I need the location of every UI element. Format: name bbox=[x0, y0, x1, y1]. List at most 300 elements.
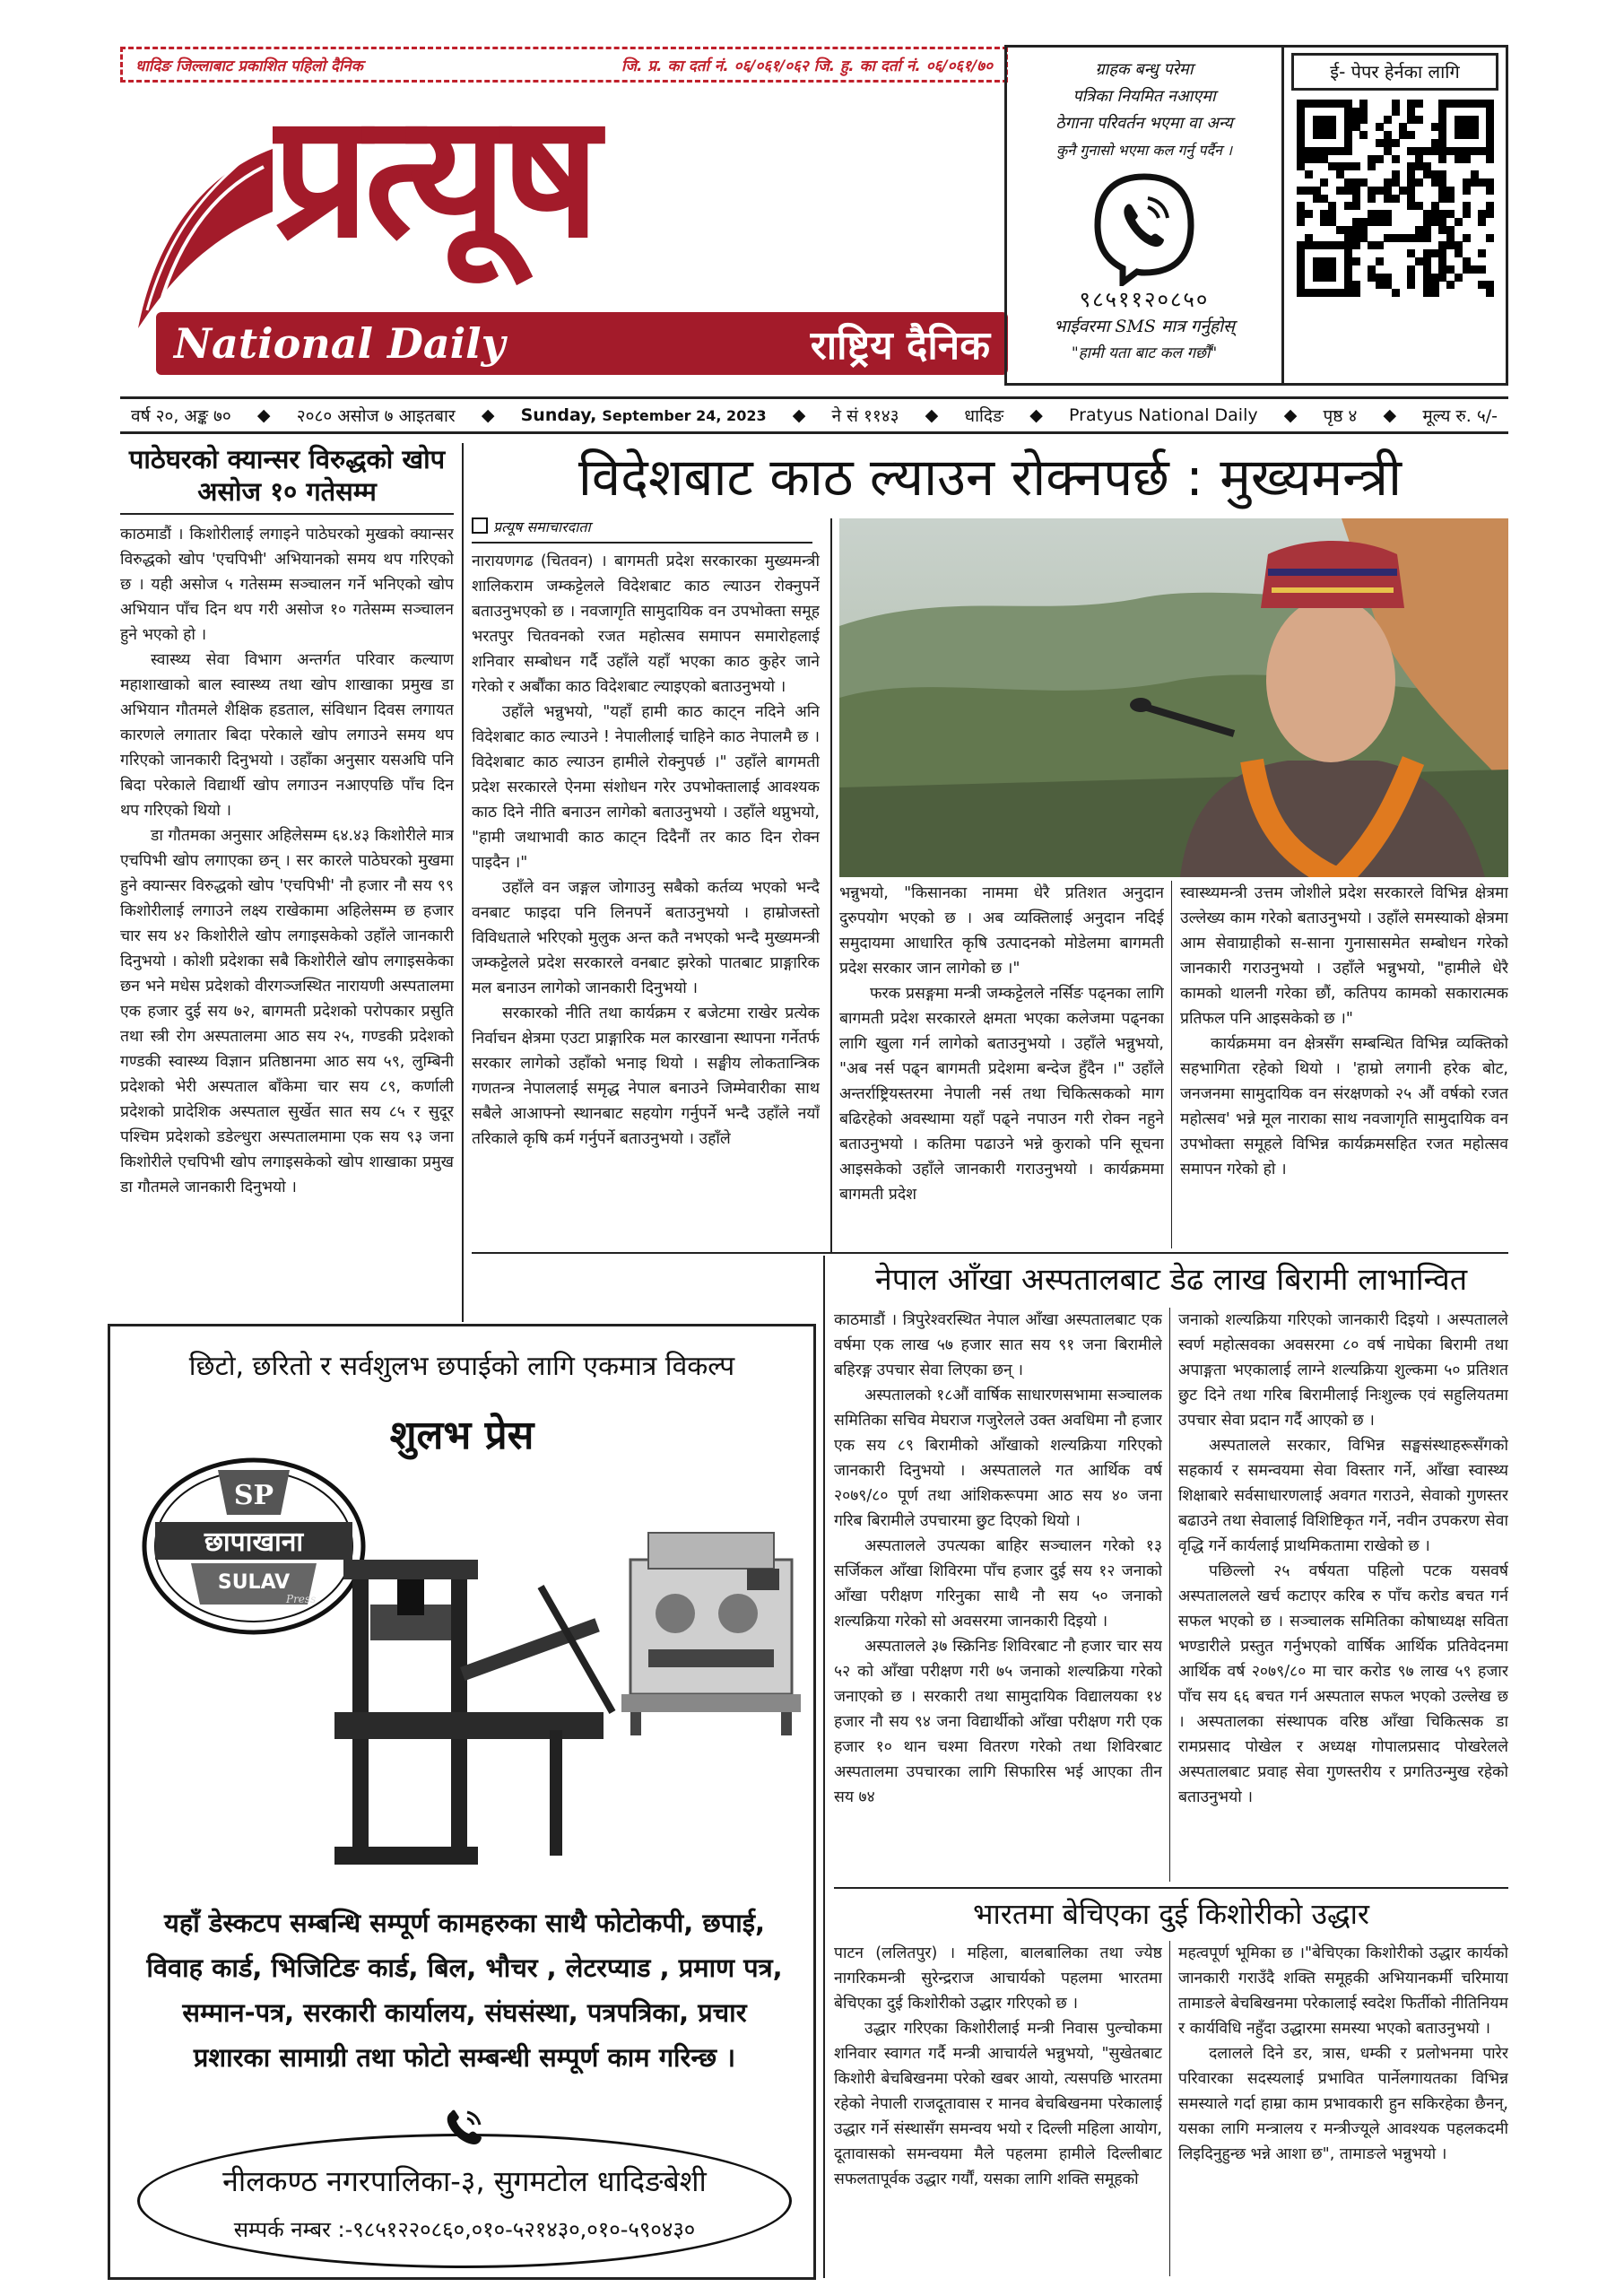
qr-module bbox=[1305, 241, 1313, 249]
qr-module bbox=[1320, 100, 1328, 108]
lead-para-1: नारायणगढ (चितवन) । बागमती प्रदेश सरकारका मुख्यमन्त्री शालिकराम जम्कट्टेलले विदेशबाट काठ ल्याउन रोक्नुपर्ने बताउनुभएको छ । नवजागृति सामुदायिक वन उपभोक्ता समूह भरतपुर चितवनको रजत महोत्सव समापन समारोहलाई शनिवार सम्बोधन गर्दै उहाँले यहाँ भएका काठ कुहेर जाने गरेको र अर्बौंका काठ विदेशबाट ल्याइएको बताउनुभयो । bbox=[472, 552, 820, 696]
lead-para-8: कार्यक्रममा वन क्षेत्रसँग सम्बन्धित विभिन्न व्यक्तिको सहभागिता रहेको थियो । 'हाम्रो लगानी हरेक बोट, जनजनमा सामुदायिक वन संरक्षणको २५ औं वर्षको रजत महोत्सव' भन्ने मूल नाराका साथ नवजागृति सामुदायिक वन उपभोक्ता समूहले विभिन्न कार्यक्रमसहित रजत महोत्सव समापन गरेको हो । bbox=[1180, 1035, 1508, 1178]
qr-module bbox=[1352, 234, 1360, 242]
qr-module bbox=[1320, 178, 1328, 187]
sms-quote: "हामी यता बाट कल गर्छौं" bbox=[1071, 344, 1218, 362]
qr-module bbox=[1423, 210, 1431, 218]
lead-divider bbox=[830, 518, 832, 1254]
qr-module bbox=[1438, 265, 1446, 274]
qr-module bbox=[1344, 241, 1352, 249]
eye-col-2 bbox=[1178, 1308, 1508, 1882]
qr-module bbox=[1313, 265, 1321, 274]
qr-module bbox=[1463, 116, 1471, 124]
qr-module bbox=[1352, 195, 1360, 203]
chief-minister-photo bbox=[839, 518, 1508, 877]
qr-module bbox=[1455, 116, 1463, 124]
offset-press-image bbox=[612, 1506, 810, 1739]
qr-module bbox=[1438, 187, 1446, 195]
qr-module bbox=[1368, 241, 1376, 249]
india-headline: भारतमा बेचिएका दुई किशोरीको उद्धार bbox=[972, 1897, 1369, 1931]
registration-left: धादिङ जिल्लाबाट प्रकाशित पहिलो दैनिक bbox=[135, 57, 363, 75]
qr-module bbox=[1328, 241, 1336, 249]
qr-module bbox=[1446, 100, 1455, 108]
qr-module bbox=[1455, 155, 1463, 163]
qr-module bbox=[1423, 226, 1431, 234]
qr-module bbox=[1415, 116, 1423, 124]
qr-module bbox=[1478, 249, 1486, 257]
qr-module bbox=[1336, 162, 1344, 170]
qr-module bbox=[1313, 131, 1321, 139]
qr-module bbox=[1431, 249, 1439, 257]
lead-para-2: उहाँले भन्नुभयो, "यहाँ हामी काठ काट्न नदिने अनि विदेशबाट काठ ल्याउने ! नेपालीलाई चाहिने काठ नेपालमै छ । विदेशबाट काठ ल्याउन हामीले रोक्नुपर्छ ।" उहाँले बागमती प्रदेश सरकारले ऐनमा संशोधन गरेर उपभोक्तालाई आवश्यक काठ दिने नीति बनाउन लागेको बताउनुभयो । उहाँले थप्नुभयो, "हामी जथाभावी काठ काट्न दिदैनौं तर काठ दिन रोक्न पाइदैन ।" bbox=[472, 703, 820, 872]
qr-module bbox=[1344, 100, 1352, 108]
qr-module bbox=[1407, 170, 1415, 178]
qr-module bbox=[1328, 202, 1336, 210]
vaccine-body bbox=[120, 522, 454, 1329]
qr-module bbox=[1407, 100, 1415, 108]
qr-module bbox=[1320, 147, 1328, 155]
qr-module bbox=[1313, 116, 1321, 124]
qr-module bbox=[1415, 234, 1423, 242]
qr-module bbox=[1328, 162, 1336, 170]
qr-module bbox=[1320, 116, 1328, 124]
qr-module bbox=[1392, 289, 1400, 297]
qr-module bbox=[1463, 265, 1471, 274]
qr-module bbox=[1486, 147, 1494, 155]
qr-module bbox=[1486, 281, 1494, 289]
qr-module bbox=[1455, 123, 1463, 131]
qr-module bbox=[1297, 123, 1305, 131]
qr-module bbox=[1438, 210, 1446, 218]
india-para-3: महत्वपूर्ण भूमिका छ ।"बेचिएका किशोरीको उद्धार कार्यको जानकारी गराउँदै शक्ति समूहकी अभियानकर्मी चरिमाया तामाङले बेचबिखनमा परेकालाई स्वदेश फिर्तीको नीतिनियम र कार्यविधि नहुँदा उद्धारमा समस्या भएको बताउनुभयो । bbox=[1178, 1944, 1508, 2038]
qr-module bbox=[1438, 155, 1446, 163]
qr-module bbox=[1328, 100, 1336, 108]
qr-module bbox=[1471, 131, 1479, 139]
qr-module bbox=[1446, 241, 1455, 249]
qr-module bbox=[1359, 116, 1368, 124]
qr-module bbox=[1352, 123, 1360, 131]
qr-module bbox=[1471, 147, 1479, 155]
qr-module bbox=[1320, 210, 1328, 218]
india-para-4: दलालले दिने डर, त्रास, धम्की र प्रलोभनमा पारेर परिवारका सदस्यलाई प्रभावित पार्नेलगायतका विभिन्न समस्याले गर्दा हाम्रा काम प्रभावकारी हुन सकिरहेका छैनन्, यसका लागि मन्त्रालय र मन्त्रीज्यूले आवश्यक पहलकदमी लिइदिनुहुन्छ भन्ने आशा छ", तामाङले भन्नुभयो । bbox=[1178, 2045, 1508, 2163]
ad-name: शुलभ प्रेस bbox=[389, 1413, 534, 1458]
qr-module bbox=[1407, 281, 1415, 289]
qr-module bbox=[1320, 195, 1328, 203]
qr-module bbox=[1297, 257, 1305, 265]
qr-module bbox=[1431, 210, 1439, 218]
qr-module bbox=[1446, 187, 1455, 195]
qr-module bbox=[1438, 226, 1446, 234]
qr-module bbox=[1328, 116, 1336, 124]
qr-module bbox=[1384, 131, 1392, 139]
qr-module bbox=[1313, 257, 1321, 265]
qr-module bbox=[1438, 170, 1446, 178]
india-col-1 bbox=[834, 1941, 1162, 2276]
qr-module bbox=[1399, 187, 1407, 195]
article-eye bbox=[834, 1256, 1508, 1883]
lead-para-6: फरक प्रसङ्गमा मन्त्री जम्कट्टेलले नर्सिङ पढ्नका लागि बागमती प्रदेश सरकारले क्षमता भएका कलेजमा पढ्नका लागि खुला गर्न लागेको बताउनुभयो । उहाँले भन्नुभयो, "अब नर्स पढ्न बागमती प्रदेशमा बन्देज हुँदैन ।" उहाँले अन्तर्राष्ट्रियस्तरमा नेपाली नर्स तथा चिकित्सकको माग बढिरहेको अवस्थामा यहाँ पढ्ने नपाउन गरी रोक्न नहुने बताउनुभयो । कतिमा पढाउने भन्ने कुराको पनि सूचना आइसकेको उहाँले जानकारी गराउनुभयो । कार्यक्रममा बागमती प्रदेश bbox=[839, 985, 1164, 1204]
qr-module bbox=[1455, 274, 1463, 282]
qr-module bbox=[1376, 281, 1384, 289]
qr-module bbox=[1392, 155, 1400, 163]
eye-para-7: पछिल्लो २५ वर्षयता पहिलो पटक यसवर्ष अस्पताललले खर्च कटाएर करिब रु पाँच करोड बचत गर्न सफल भएको छ । सञ्चालक समितिका कोषाध्यक्ष सविता भण्डारीले प्रस्तुत गर्नुभएको वार्षिक आर्थिक प्रतिवेदनमा आर्थिक वर्ष २०७९/८० मा चार करोड ९७ लाख ५९ हजार पाँच सय ६६ बचत गर्न अस्पताल सफल भएको उल्लेख छ । अस्पतालका संस्थापक वरिष्ठ आँखा चिकित्सक डा रामप्रसाद पोखेल र अध्यक्ष गोपालप्रसाद पोखरेलले अस्पतालबाट प्रवाह सेवा गुणस्तरीय र प्रगतिउन्मुख रहेको बताउनुभयो । bbox=[1178, 1562, 1508, 1806]
qr-module bbox=[1455, 241, 1463, 249]
qr-module bbox=[1471, 178, 1479, 187]
qr-module bbox=[1392, 178, 1400, 187]
qr-module bbox=[1320, 257, 1328, 265]
qr-module bbox=[1455, 131, 1463, 139]
qr-module bbox=[1313, 147, 1321, 155]
lead-divider-2 bbox=[1171, 881, 1172, 1248]
qr-module bbox=[1297, 155, 1305, 163]
qr-module bbox=[1446, 226, 1455, 234]
qr-module bbox=[1359, 131, 1368, 139]
qr-module bbox=[1297, 241, 1305, 249]
qr-module bbox=[1384, 139, 1392, 147]
qr-module bbox=[1384, 234, 1392, 242]
qr-module bbox=[1478, 265, 1486, 274]
ad-column-divider bbox=[823, 1256, 825, 2278]
qr-module bbox=[1415, 226, 1423, 234]
qr-module bbox=[1359, 218, 1368, 226]
qr-module bbox=[1431, 170, 1439, 178]
eye-para-3: अस्पतालले उपत्यका बाहिर सञ्चालन गरेको १३ सर्जिकल आँखा शिविरमा पाँच हजार दुई सय १२ जनाको आँखा परीक्षण गरिनुका साथै नौ सय ५० जनाको शल्यक्रिया गरेको सो अवसरमा जानकारी दिइयो । bbox=[834, 1537, 1162, 1631]
byline: प्रत्यूष समाचारदाता bbox=[472, 517, 812, 544]
qr-module bbox=[1486, 234, 1494, 242]
qr-module bbox=[1471, 123, 1479, 131]
qr-module bbox=[1320, 274, 1328, 282]
qr-module bbox=[1478, 218, 1486, 226]
vaccine-para-1: काठमाडौं । किशोरीलाई लगाइने पाठेघरको मुखको क्यान्सर विरुद्धको खोप 'एचपिभी' अभियानको समय थप गरिएको छ । यही असोज ५ गतेसम्म सञ्चालन गर्ने भनिएको खोप अभियान पाँच दिन थप गरी असोज १० गतेसम्म सञ्चालन हुने भएको हो । bbox=[120, 526, 454, 644]
qr-module bbox=[1438, 123, 1446, 131]
qr-module bbox=[1463, 100, 1471, 108]
qr-module bbox=[1384, 178, 1392, 187]
india-para-1: पाटन (ललितपुर) । महिला, बालबालिका तथा ज्येष्ठ नागरिकमन्त्री सुरेन्द्रराज आचार्यको पहलमा भारतमा बेचिएका दुई किशोरीको उद्धार गरिएको छ । bbox=[834, 1944, 1162, 2013]
qr-module bbox=[1431, 218, 1439, 226]
qr-module bbox=[1297, 116, 1305, 124]
qr-module bbox=[1376, 241, 1384, 249]
qr-module bbox=[1344, 131, 1352, 139]
masthead-logo bbox=[120, 86, 1008, 384]
qr-module bbox=[1359, 108, 1368, 116]
dateline-place: धादिङ bbox=[964, 406, 1004, 426]
dateline-paper-name: Pratyus National Daily bbox=[1069, 405, 1258, 425]
qr-module bbox=[1352, 108, 1360, 116]
qr-module bbox=[1297, 274, 1305, 282]
qr-module bbox=[1463, 210, 1471, 218]
qr-module bbox=[1328, 289, 1336, 297]
qr-module bbox=[1415, 178, 1423, 187]
qr-module bbox=[1305, 147, 1313, 155]
qr-module bbox=[1423, 234, 1431, 242]
qr-module bbox=[1313, 155, 1321, 163]
qr-module bbox=[1368, 162, 1376, 170]
qr-module bbox=[1486, 131, 1494, 139]
qr-module bbox=[1423, 218, 1431, 226]
qr-module bbox=[1336, 100, 1344, 108]
qr-module bbox=[1297, 147, 1305, 155]
qr-module bbox=[1455, 218, 1463, 226]
qr-module bbox=[1376, 155, 1384, 163]
qr-module bbox=[1352, 202, 1360, 210]
dateline-page: पृष्ठ ४ bbox=[1323, 406, 1358, 426]
qr-module bbox=[1344, 139, 1352, 147]
qr-module bbox=[1305, 100, 1313, 108]
qr-module bbox=[1352, 178, 1360, 187]
sms-line-4: कुनै गुनासो भएमा कल गर्नु पर्दैन । bbox=[1055, 142, 1233, 159]
qr-module bbox=[1438, 131, 1446, 139]
qr-module bbox=[1328, 257, 1336, 265]
logo-nepali: छापाखाना bbox=[204, 1526, 304, 1558]
eye-para-2: अस्पतालको १८औं वार्षिक साधारणसभामा सञ्चालक समितिका सचिव मेघराज गजुरेलले उक्त अवधिमा नौ हजार एक सय ८९ बिरामीको आँखाको शल्यक्रिया गरिएको जानकारी दिनुभयो । अस्पतालले गत आर्थिक वर्ष २०७९/८० पूर्ण तथा आंशिकरूपमा आठ सय ४० जना गरिब बिरामीले उपचारमा छुट दिएको थियो । bbox=[834, 1387, 1162, 1530]
qr-module bbox=[1297, 100, 1305, 108]
qr-module bbox=[1399, 234, 1407, 242]
qr-module bbox=[1446, 281, 1455, 289]
qr-module bbox=[1305, 170, 1313, 178]
epaper-label: ई- पेपर हेर्नका लागि bbox=[1291, 53, 1498, 91]
qr-module bbox=[1368, 274, 1376, 282]
vaccine-para-3: डा गौतमका अनुसार अहिलेसम्म ६४.४३ किशोरीले मात्र एचपिभी खोप लगाएका छन् । सर कारले पाठेघरको मुखमा हुने क्यान्सर विरुद्धको खोप 'एचपिभी' नौ हजार नौ सय ९९ किशोरीलाई लगाउने लक्ष्य राखेकामा अहिलेसम्म छ हजार चार सय ४२ किशोरीले खोप लगाइसकेको उहाँले जानकारी दिनुभयो । कोशी प्रदेशका सबै किशोरीले खोप लगाइसकेका छन भने मधेस प्रदेशको वीरगञ्जस्थित नारायणी अस्पतालमा एक हजार दुई सय ७२, बागमती प्रदेशको परोपकार प्रसुति तथा स्त्री रोग अस्पतालमा आठ सय २५, गण्डकी प्रदेशको गण्डकी स्वास्थ्य विज्ञान प्रतिष्ठानमा आठ सय ५९, लुम्बिनी प्रदेशको भेरी अस्पताल बाँकेमा चार सय ८९, कर्णाली प्रदेशको प्रादेशिक अस्पताल सुर्खेत सात सय ८५ र सुदूर पश्चिम प्रदेशको डडेल्धुरा अस्पतालमामा एक सय ९३ जना किशोरीले एचपिभी खोप लगाइसकेको खोप शाखाका प्रमुख डा गौतमले जानकारी दिनुभयो । bbox=[120, 827, 454, 1196]
qr-module bbox=[1399, 123, 1407, 131]
qr-module bbox=[1463, 131, 1471, 139]
qr-module bbox=[1376, 123, 1384, 131]
qr-module bbox=[1446, 147, 1455, 155]
qr-module bbox=[1407, 249, 1415, 257]
qr-module bbox=[1384, 281, 1392, 289]
qr-module bbox=[1352, 241, 1360, 249]
qr-module bbox=[1486, 155, 1494, 163]
lead-para-3: उहाँले वन जङ्गल जोगाउनु सबैको कर्तव्य भएको भन्दै वनबाट फाइदा पनि लिनपर्ने बताउनुभयो । हाम्रोजस्तो विविधताले भरिएको मुलुक अन्त कतै नभएको भन्दै मुख्यमन्त्री जम्कट्टेलले प्रदेश सरकारले वनबाट झरेको पातबाट प्राङ्गारिक मल बनाउन लागेको जानकारी दिनुभयो । bbox=[472, 879, 820, 997]
qr-module bbox=[1478, 178, 1486, 187]
qr-module bbox=[1297, 131, 1305, 139]
subscriber-sms-box bbox=[1004, 45, 1284, 386]
qr-module bbox=[1392, 108, 1400, 116]
qr-module bbox=[1407, 195, 1415, 203]
qr-module bbox=[1368, 265, 1376, 274]
qr-module bbox=[1344, 108, 1352, 116]
qr-module bbox=[1352, 281, 1360, 289]
qr-module bbox=[1423, 249, 1431, 257]
lead-col-1 bbox=[472, 549, 820, 1248]
dateline-price: मूल्य रु. ५/- bbox=[1422, 406, 1498, 426]
qr-module bbox=[1352, 162, 1360, 170]
article-lead bbox=[472, 443, 1508, 1250]
qr-module bbox=[1384, 274, 1392, 282]
qr-module bbox=[1463, 202, 1471, 210]
qr-module bbox=[1297, 218, 1305, 226]
eye-para-1: काठमाडौं । त्रिपुरेश्वरस्थित नेपाल आँखा अस्पतालबाट एक वर्षमा एक लाख ५७ हजार सात सय ९१ जना बिरामीले बहिरङ्ग उपचार सेवा लिएका छन् । bbox=[834, 1311, 1162, 1379]
qr-module bbox=[1313, 274, 1321, 282]
qr-module bbox=[1486, 139, 1494, 147]
qr-module bbox=[1344, 289, 1352, 297]
lead-col-3 bbox=[1180, 881, 1508, 1248]
qr-module bbox=[1320, 218, 1328, 226]
dateline-nepali-date: २०८० असोज ७ आइतबार bbox=[296, 406, 456, 426]
qr-module bbox=[1384, 218, 1392, 226]
logo-nepali: राष्ट्रिय दैनिक bbox=[810, 323, 990, 369]
logo-english: National Daily bbox=[174, 319, 506, 368]
qr-module bbox=[1328, 274, 1336, 282]
registration-banner bbox=[120, 47, 1008, 83]
qr-module bbox=[1486, 100, 1494, 108]
qr-module bbox=[1320, 241, 1328, 249]
qr-module bbox=[1431, 202, 1439, 210]
qr-module bbox=[1431, 178, 1439, 187]
qr-module bbox=[1431, 147, 1439, 155]
qr-module bbox=[1305, 289, 1313, 297]
qr-module bbox=[1423, 147, 1431, 155]
qr-module bbox=[1336, 289, 1344, 297]
qr-module bbox=[1392, 100, 1400, 108]
qr-module bbox=[1423, 289, 1431, 297]
dateline-year: वर्ष २०, अङ्क ७० bbox=[131, 406, 231, 426]
qr-module bbox=[1368, 155, 1376, 163]
qr-module bbox=[1297, 108, 1305, 116]
qr-module bbox=[1344, 162, 1352, 170]
logo-initials: SP bbox=[233, 1480, 274, 1511]
qr-module bbox=[1336, 170, 1344, 178]
logo-wordmark: प्रत्यूष bbox=[273, 91, 595, 275]
ad-contact: सम्पर्क नम्बर :-९८५१२२०८६०,०१०-५२१४३०,०१०-५९०४३० bbox=[233, 2217, 696, 2242]
qr-module bbox=[1344, 116, 1352, 124]
qr-module bbox=[1446, 234, 1455, 242]
qr-module bbox=[1486, 116, 1494, 124]
registration-right: जि. प्र. का दर्ता नं. ०६/०६१/०६२ जि. हु. का दर्ता नं. ०६/०६१/७० bbox=[621, 57, 993, 75]
qr-module bbox=[1407, 178, 1415, 187]
qr-module bbox=[1313, 187, 1321, 195]
qr-module bbox=[1407, 162, 1415, 170]
qr-module bbox=[1455, 249, 1463, 257]
qr-module bbox=[1392, 139, 1400, 147]
qr-module bbox=[1384, 210, 1392, 218]
qr-module bbox=[1463, 147, 1471, 155]
section-divider bbox=[472, 1252, 1508, 1254]
qr-module bbox=[1407, 131, 1415, 139]
qr-module bbox=[1431, 123, 1439, 131]
ad-tagline: छिटो, छरितो र सर्वशुलभ छपाईको लागि एकमात्र विकल्प bbox=[188, 1351, 735, 1382]
qr-module bbox=[1438, 100, 1446, 108]
qr-module bbox=[1486, 187, 1494, 195]
qr-module bbox=[1344, 265, 1352, 274]
qr-module bbox=[1392, 234, 1400, 242]
qr-module bbox=[1359, 178, 1368, 187]
qr-module bbox=[1438, 108, 1446, 116]
qr-module bbox=[1305, 187, 1313, 195]
qr-module bbox=[1455, 100, 1463, 108]
qr-module bbox=[1297, 289, 1305, 297]
qr-module bbox=[1297, 139, 1305, 147]
qr-module bbox=[1297, 281, 1305, 289]
qr-module bbox=[1438, 195, 1446, 203]
sms-line-2: पत्रिका नियमित नआएमा bbox=[1073, 87, 1216, 106]
qr-module bbox=[1297, 202, 1305, 210]
qr-module bbox=[1407, 234, 1415, 242]
qr-module bbox=[1297, 265, 1305, 274]
qr-module bbox=[1407, 265, 1415, 274]
qr-module bbox=[1455, 147, 1463, 155]
qr-module bbox=[1431, 281, 1439, 289]
qr-module bbox=[1415, 202, 1423, 210]
qr-module bbox=[1415, 162, 1423, 170]
section-divider-2 bbox=[834, 1887, 1508, 1889]
qr-module bbox=[1384, 187, 1392, 195]
qr-module bbox=[1297, 249, 1305, 257]
qr-module bbox=[1344, 257, 1352, 265]
qr-module bbox=[1407, 116, 1415, 124]
qr-module bbox=[1368, 187, 1376, 195]
qr-module bbox=[1423, 281, 1431, 289]
qr-module bbox=[1438, 241, 1446, 249]
qr-module bbox=[1471, 170, 1479, 178]
qr-module bbox=[1384, 147, 1392, 155]
sms-note: भाईवरमा SMS मात्र गर्नुहोस् bbox=[1054, 317, 1235, 336]
qr-module bbox=[1376, 139, 1384, 147]
qr-module bbox=[1471, 265, 1479, 274]
qr-module bbox=[1438, 274, 1446, 282]
ad-description: यहाँ डेस्कटप सम्बन्धि सम्पूर्ण कामहरुका साथै फोटोकपी, छपाई, विवाह कार्ड, भिजिटिङ कार्ड, बिल, भौचर , लेटरप्याड , प्रमाण पत्र, सम्मान-पत्र, सरकारी कार्यालय, संघसंस्था, पत्रपत्रिका, प्रचार प्रशारका सामाग्री तथा फोटो सम्बन्धी सम्पूर्ण काम गरिन्छ । bbox=[146, 1908, 783, 2073]
qr-module bbox=[1368, 195, 1376, 203]
quill-icon bbox=[120, 140, 282, 337]
dateline-serial: ने सं ११४३ bbox=[831, 406, 899, 426]
qr-module bbox=[1407, 274, 1415, 282]
vaccine-para-2: स्वास्थ्य सेवा विभाग अन्तर्गत परिवार कल्याण महाशाखाको बाल स्वास्थ्य तथा खोप शाखाका प्रमुख डा अभियान गौतमले शैक्षिक हडताल, संविधान दिवस लगायत कारणले लगातार बिदा परेकाले खोप लगाउने समय थप गरिएको जानकारी दिनुभयो । उहाँका अनुसार यसअघि पनि बिदा परेकाले विद्यार्थी खोप लगाउन नआएपछि पाँच दिन थप गरिएको थियो । bbox=[120, 651, 454, 820]
logo-english: SULAV bbox=[217, 1571, 291, 1594]
qr-code-icon[interactable] bbox=[1297, 100, 1494, 324]
qr-module bbox=[1344, 147, 1352, 155]
qr-module bbox=[1359, 226, 1368, 234]
india-divider bbox=[1169, 1941, 1170, 2276]
qr-module bbox=[1376, 187, 1384, 195]
qr-module bbox=[1359, 234, 1368, 242]
qr-module bbox=[1352, 116, 1360, 124]
qr-module bbox=[1471, 100, 1479, 108]
qr-module bbox=[1344, 234, 1352, 242]
ad-address: नीलकण्ठ नगरपालिका-३, सुगमटोल धादिङबेशी bbox=[222, 2164, 707, 2198]
qr-module bbox=[1486, 210, 1494, 218]
eye-divider bbox=[1169, 1308, 1170, 1882]
qr-module bbox=[1368, 210, 1376, 218]
qr-module bbox=[1446, 265, 1455, 274]
qr-module bbox=[1376, 210, 1384, 218]
qr-module bbox=[1438, 218, 1446, 226]
viber-phone-icon bbox=[1090, 170, 1198, 286]
qr-module bbox=[1344, 281, 1352, 289]
india-para-2: उद्धार गरिएका किशोरीलाई मन्त्री निवास पुल्चोकमा शनिवार स्वागत गर्दै मन्त्री आचार्यले भन्नुभयो, "सुखेतबाट किशोरी बेचबिखनमा परेको खबर आयो, त्यसपछि भारतमा रहेको नेपाली राजदूतावास र मानव बेचबिखनमा परेकालाई उद्धार गर्ने संस्थासँग समन्वय भयो र दिल्ली महिला आयोग, दूतावासको समन्वयमा मैले पहलमा हामीले दिल्लीबाट सफलतापूर्वक उद्धार गर्यौं, यसका लागि शक्ति समूहको bbox=[834, 2020, 1162, 2188]
logo-bar bbox=[156, 312, 1008, 375]
qr-module bbox=[1407, 108, 1415, 116]
qr-module bbox=[1438, 178, 1446, 187]
lead-col-2 bbox=[839, 881, 1164, 1248]
qr-module bbox=[1438, 249, 1446, 257]
article-vaccine bbox=[120, 443, 454, 1322]
qr-module bbox=[1431, 289, 1439, 297]
logo-sub: Press bbox=[286, 1593, 317, 1605]
epaper-panel bbox=[1284, 45, 1508, 386]
qr-module bbox=[1320, 123, 1328, 131]
qr-module bbox=[1328, 131, 1336, 139]
qr-module bbox=[1344, 226, 1352, 234]
lead-para-7: स्वास्थ्यमन्त्री उत्तम जोशीले प्रदेश सरकारले विभिन्न क्षेत्रमा उल्लेख्य काम गरेको बताउनुभयो । उहाँले समस्याको क्षेत्रमा आम सेवाग्राहीको स-साना गुनासासमेत सम्बोधन गरेको जानकारी गराउनुभयो । उहाँले भन्नुभयो, "हामीले धेरै कामको थालनी गरेका छौं, कतिपय कामको सकारात्मक प्रतिफल पनि आइसकेको छ ।" bbox=[1180, 884, 1508, 1028]
qr-module bbox=[1407, 147, 1415, 155]
qr-module bbox=[1478, 281, 1486, 289]
qr-module bbox=[1313, 195, 1321, 203]
qr-module bbox=[1431, 274, 1439, 282]
column-divider bbox=[462, 443, 464, 1322]
qr-module bbox=[1478, 147, 1486, 155]
byline-icon bbox=[472, 517, 488, 534]
qr-module bbox=[1368, 218, 1376, 226]
qr-module bbox=[1297, 210, 1305, 218]
